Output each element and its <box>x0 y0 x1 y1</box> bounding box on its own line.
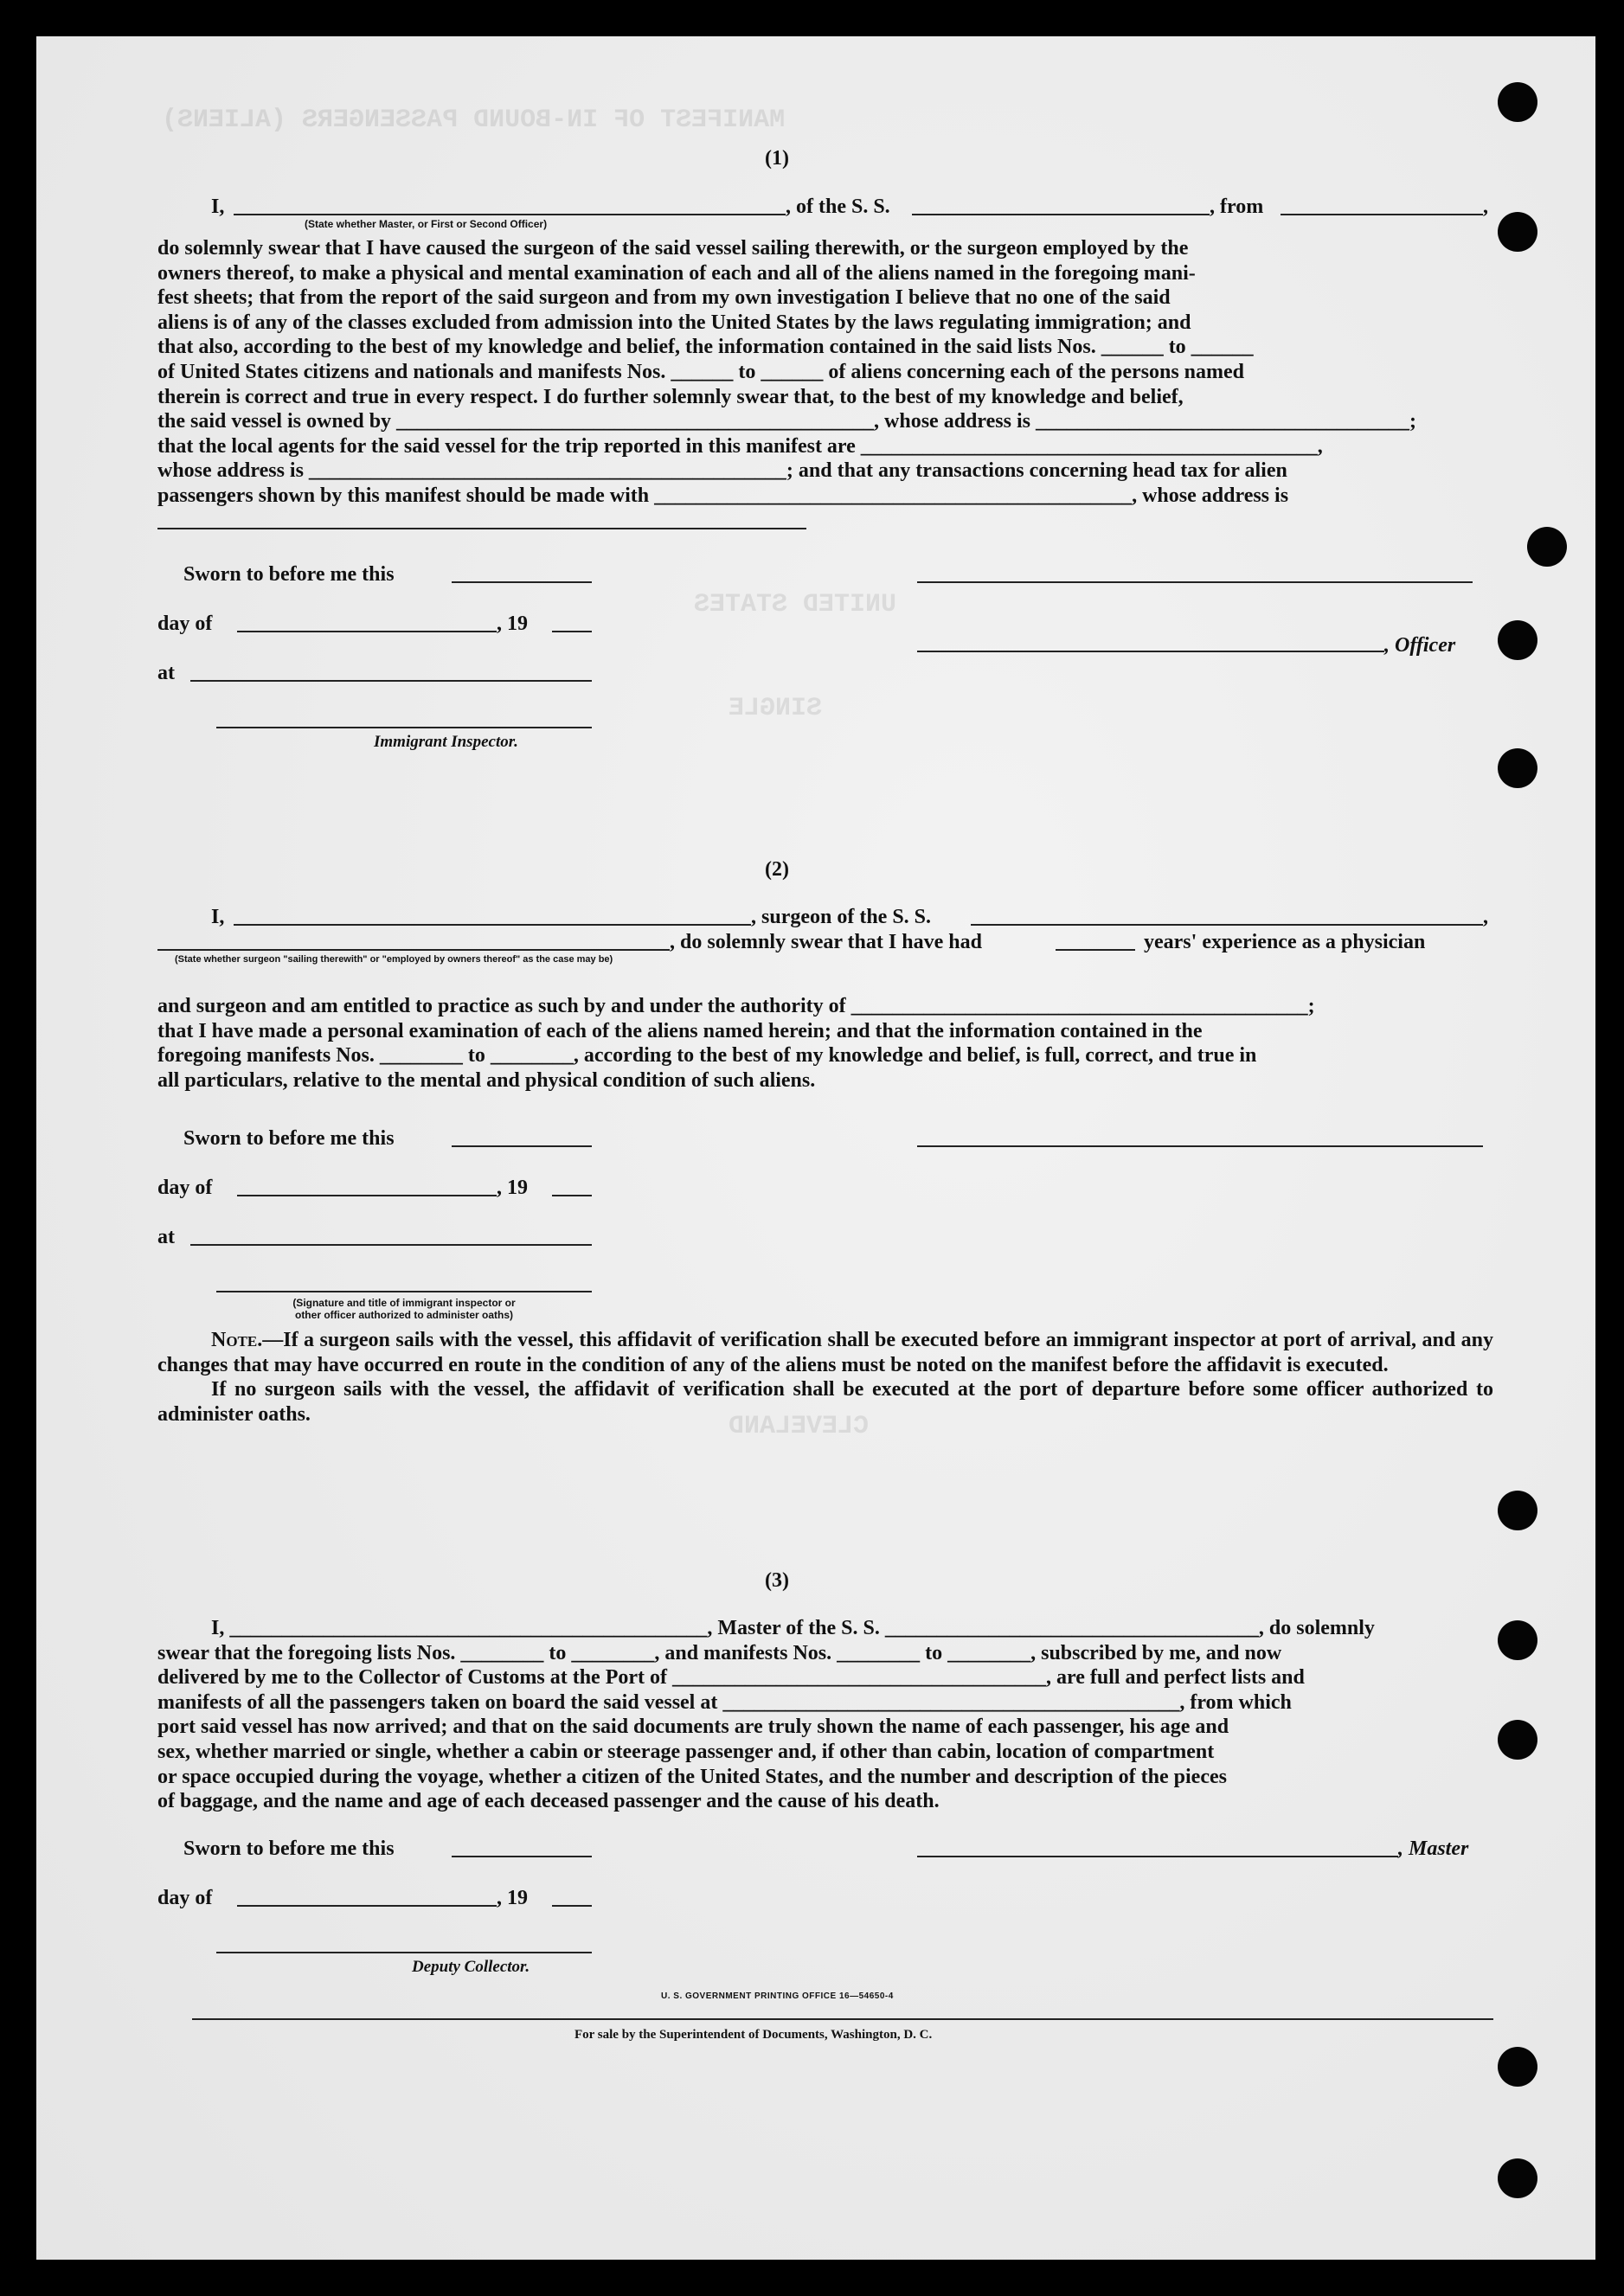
surgeon-swear-text: , do solemnly swear that I have had <box>670 931 982 953</box>
master-signature-field[interactable] <box>917 1856 1398 1857</box>
day-of-label: day of <box>157 612 213 635</box>
at-label: at <box>157 662 175 684</box>
section-3-line: manifests of all the passengers taken on board the said vessel at ____________________________________________, from which <box>157 1690 1292 1714</box>
section-1-line: of United States citizens and nationals and manifests Nos. ______ to ______ of aliens concerning each of the persons named <box>157 360 1245 383</box>
section-1-line: do solemnly swear that I have caused the surgeon of the said vessel sailing therewith, or the surgeon employed by the <box>157 237 1189 260</box>
section-1-line: whose address is ______________________________________________; and that any transactions concerning head tax for alien <box>157 459 1287 483</box>
bleed-through-text: UNITED STATES <box>694 590 897 619</box>
officer-signature-field[interactable] <box>917 651 1384 652</box>
surgeon-caption: (State whether surgeon "sailing therewith" or "employed by owners thereof" as the case may be) <box>175 954 613 965</box>
years-experience-field[interactable] <box>1056 949 1135 951</box>
section-1-oath-text <box>157 236 1493 509</box>
punch-hole <box>1498 748 1537 788</box>
day-of-field[interactable] <box>237 631 497 632</box>
at-place-field[interactable] <box>190 680 592 682</box>
section-3-line: swear that the foregoing lists Nos. ________ to ________, and manifests Nos. ________ to ________, subscribed by me, and now <box>157 1641 1282 1664</box>
bleed-through-text: SINGLE <box>729 694 823 723</box>
punch-hole <box>1498 212 1537 252</box>
section-3-line: or space occupied during the voyage, whether a citizen of the United States, and the number and description of the pieces <box>157 1765 1227 1788</box>
section-1-line: that also, according to the best of my knowledge and belief, the information contained in the said lists Nos. ______ to ______ <box>157 336 1254 359</box>
at-place-field[interactable] <box>190 1244 592 1246</box>
section-1-i-label: I, <box>211 196 225 218</box>
punch-hole <box>1527 527 1567 567</box>
section-3-oath-text <box>157 1616 1493 1814</box>
master-label: , Master <box>1398 1837 1469 1860</box>
sale-notice: For sale by the Superintendent of Documents, Washington, D. C. <box>574 2028 933 2042</box>
document-page <box>36 36 1595 2260</box>
deputy-collector-label: Deputy Collector. <box>412 1958 530 1976</box>
surgeon-ss-label: , surgeon of the S. S. <box>751 906 932 928</box>
note-text <box>157 1328 1493 1427</box>
section-1-line: that the local agents for the said vessel for the trip reported in this manifest are ____________________________________________, <box>157 434 1323 458</box>
day-of-label: day of <box>157 1887 213 1909</box>
year-field[interactable] <box>552 631 592 632</box>
address-continuation-field[interactable] <box>157 528 806 529</box>
from-port-field[interactable] <box>1281 214 1483 215</box>
sworn-date-field[interactable] <box>452 581 592 583</box>
inspector-label: Immigrant Inspector. <box>374 733 518 751</box>
inspector-signature-field[interactable] <box>216 727 592 728</box>
bleed-through-text: CLEVELAND <box>729 1412 870 1441</box>
punch-hole <box>1498 620 1537 660</box>
section-3-line: I, ______________________________________________, Master of the S. S. ____________________________________, do solemnly <box>211 1617 1375 1639</box>
note-paragraph-2: If no surgeon sails with the vessel, the affidavit of verification shall be executed at the port of departure before some officer authorized to administer oaths. <box>157 1378 1493 1426</box>
authorized-officer-signature-field[interactable] <box>216 1291 592 1292</box>
punch-hole <box>1498 1720 1537 1760</box>
printing-office-imprint: U. S. GOVERNMENT PRINTING OFFICE 16—54650-4 <box>661 1991 894 2001</box>
at-label: at <box>157 1226 175 1248</box>
day-of-label: day of <box>157 1177 213 1199</box>
signature-field[interactable] <box>917 581 1473 583</box>
year-label: , 19 <box>497 1177 528 1199</box>
section-1-line: fest sheets; that from the report of the said surgeon and from my own investigation I believe that no one of the said <box>157 286 1171 310</box>
surgeon-signature-field[interactable] <box>917 1145 1483 1147</box>
day-of-field[interactable] <box>237 1195 497 1196</box>
section-1-from-label: , from <box>1210 196 1264 218</box>
note-label: Note. <box>211 1329 263 1351</box>
deputy-collector-signature-field[interactable] <box>216 1952 592 1953</box>
section-1-line: the said vessel is owned by ______________________________________________, whose address is ____________________________________; <box>157 410 1416 433</box>
punch-hole <box>1498 82 1537 122</box>
section-1-line: therein is correct and true in every respect. I do further solemnly swear that, to the best of my knowledge and belief, <box>157 385 1184 408</box>
section-2-line: and surgeon and am entitled to practice as such by and under the authority of ____________________________________________; <box>157 995 1315 1017</box>
section-1-number: (1) <box>765 147 789 170</box>
section-3-line: of baggage, and the name and age of each deceased passenger and the cause of his death. <box>157 1790 940 1813</box>
section-1-line: aliens is of any of the classes excluded from admission into the United States by the laws regulating immigration; and <box>157 311 1191 334</box>
section-1-line: owners thereof, to make a physical and mental examination of each and all of the aliens named in the foregoing mani- <box>157 261 1196 285</box>
vessel-name-field[interactable] <box>912 214 1210 215</box>
punch-hole <box>1498 1620 1537 1660</box>
surgeon-status-field[interactable] <box>157 949 670 951</box>
section-2-i-label: I, <box>211 906 225 928</box>
sworn-label: Sworn to before me this <box>183 563 395 586</box>
year-field[interactable] <box>552 1905 592 1907</box>
year-field[interactable] <box>552 1195 592 1196</box>
officer-name-field[interactable] <box>234 214 786 215</box>
punch-hole <box>1498 2047 1537 2087</box>
sworn-label: Sworn to before me this <box>183 1837 395 1860</box>
section-3-number: (3) <box>765 1569 789 1592</box>
section-1-ss-label: , of the S. S. <box>786 196 890 218</box>
section-1-comma: , <box>1483 196 1488 218</box>
section-2-number: (2) <box>765 858 789 881</box>
sworn-date-field[interactable] <box>452 1145 592 1147</box>
note-body: —If a surgeon sails with the vessel, this affidavit of verification shall be executed before an immigrant inspector at port of arrival, and any changes that may have occurred en route in the condition of any of the aliens must be noted on the manifest before the affidavit is executed. <box>157 1329 1493 1376</box>
surgeon-vessel-field[interactable] <box>971 924 1483 926</box>
surgeon-name-field[interactable] <box>234 924 751 926</box>
section-2-comma: , <box>1483 906 1488 928</box>
sworn-label: Sworn to before me this <box>183 1127 395 1150</box>
bleed-through-title: MANIFEST OF IN-BOUND PASSENGERS (ALIENS) <box>162 106 786 135</box>
signature-caption <box>218 1297 590 1321</box>
signature-caption-line: other officer authorized to administer oaths) <box>294 1309 514 1321</box>
section-3-line: delivered by me to the Collector of Customs at the Port of ____________________________________, are full and perfect lists and <box>157 1666 1305 1690</box>
note-paragraph <box>157 1328 1493 1377</box>
punch-hole <box>1498 1491 1537 1530</box>
section-2-oath-text <box>157 994 1493 1093</box>
section-2-line: all particulars, relative to the mental and physical condition of such aliens. <box>157 1068 816 1092</box>
section-3-line: sex, whether married or single, whether a cabin or steerage passenger and, if other than cabin, location of compartment <box>157 1740 1215 1763</box>
years-experience-label: years' experience as a physician <box>1144 931 1426 953</box>
footer-rule <box>192 2018 1493 2020</box>
year-label: , 19 <box>497 1887 528 1909</box>
day-of-field[interactable] <box>237 1905 497 1907</box>
sworn-date-field[interactable] <box>452 1856 592 1857</box>
officer-caption: (State whether Master, or First or Second Officer) <box>305 218 548 230</box>
officer-label: , Officer <box>1384 634 1456 657</box>
year-label: , 19 <box>497 612 528 635</box>
section-2-line: foregoing manifests Nos. ________ to ________, according to the best of my knowledge and belief, is full, correct, and true in <box>157 1044 1257 1068</box>
section-2-line: that I have made a personal examination of each of the aliens named herein; and that the information contained in the <box>157 1019 1203 1042</box>
signature-caption-line: (Signature and title of immigrant inspector or <box>292 1297 516 1309</box>
punch-hole <box>1498 2158 1537 2198</box>
section-1-line: passengers shown by this manifest should be made with ______________________________________________, whose address is <box>157 484 1289 507</box>
section-3-line: port said vessel has now arrived; and that on the said documents are truly shown the name of each passenger, his age and <box>157 1716 1229 1739</box>
